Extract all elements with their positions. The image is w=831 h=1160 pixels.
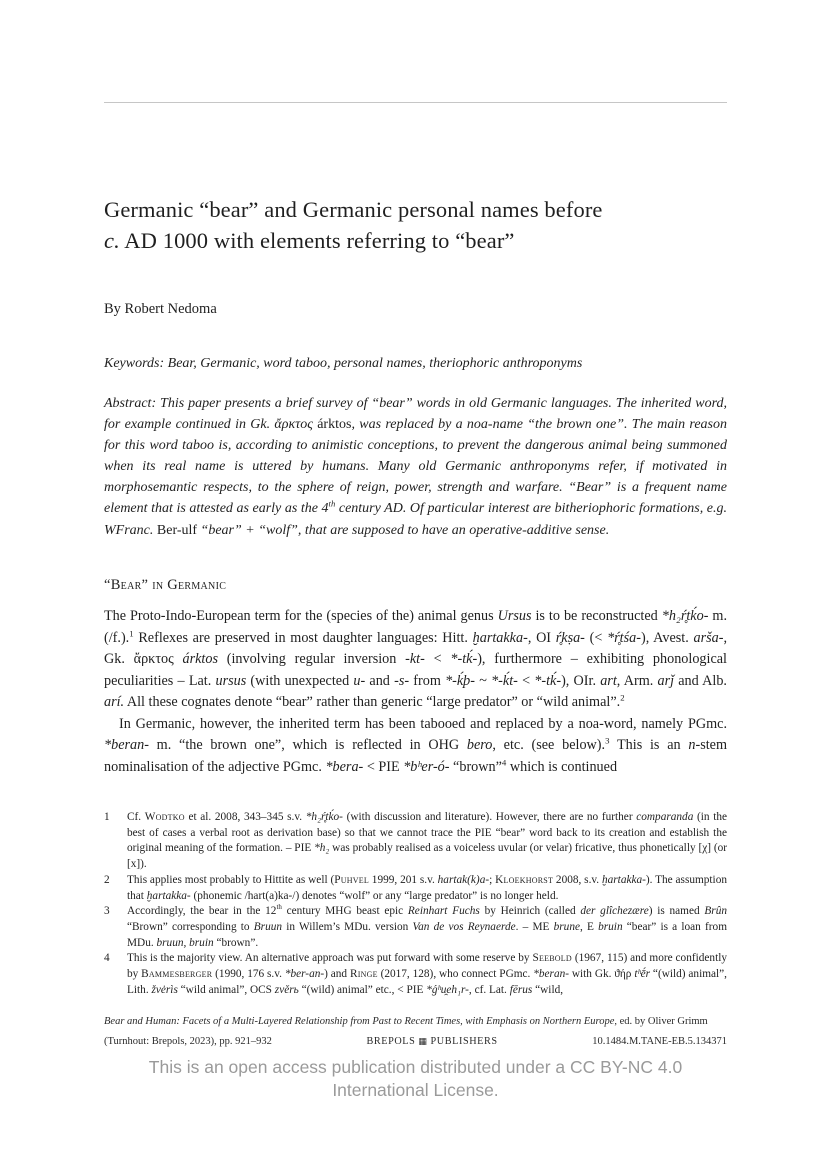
footer-doi: 10.1484.M.TANE-EB.5.134371 [592,1036,727,1047]
footnote-text: Accordingly, the bear in the 12th century MHG beast epic Reinhart Fuchs by Heinrich (called der glîchezære) is named Brûn “Brown” corresponding to Bruun in Willem’s MDu. version Van de vos Reynaerde. – ME brune, E bruin “bear” is a loan from MDu. bruun, bruin “brown”. [127,903,727,949]
publisher-word: PUBLISHERS [430,1036,498,1047]
footnote-number: 4 [104,952,110,965]
page-footer [104,1016,727,1047]
footnote-number: 1 [104,811,110,823]
footer-imprint: (Turnhout: Brepols, 2023), pp. 921–932 [104,1036,272,1047]
footer-imprint-line [104,1036,727,1047]
publisher-name: BREPOLS [366,1036,416,1047]
license-line-1: This is an open access publication distributed under a CC BY-NC 4.0 [148,1057,683,1077]
body-paragraph: The Proto-Indo-European term for the (species of the) animal genus Ursus is to be reconstructed *h₂ŕ̥tḱo- m.(/f.).$^1$ Reflexes are preserved in most daughter languages: Hitt. ḫartakka-, OI ŕ̥kṣa- (< *ŕ̥tśa-), Avest. arša-, Gk. ἄρκτος árktos (involving regular inversion -kt- < *-tḱ-), furthermore – exhibiting phonological peculiarities – Lat. ursus (with unexpected u- and -s- from *-ḱþ- ~ *-ḱt- < *-tḱ-), OIr. art, Arm. arǰ and Alb. arí. All these cognates denote “bear” rather than generic “large predator” or “wild animal”.$^2$ [104,608,727,710]
brepols-mark-icon: ▦ [418,1036,428,1046]
article-title [104,195,727,256]
footnote-list [104,810,727,998]
body-text [104,606,727,778]
footnote-item [104,810,727,873]
byline: By Robert Nedoma [104,301,217,317]
title-line-2: c. AD 1000 with elements referring to “bear” [104,227,515,253]
license-line-2: International License. [332,1080,499,1100]
footer-volume-line: Bear and Human: Facets of a Multi-Layered Relationship from Past to Recent Times, with Emphasis on Northern Europe, ed. by Oliver Grimm [104,1016,708,1027]
footnote-item [104,904,727,951]
body-paragraph: In Germanic, however, the inherited term has been tabooed and replaced by a noa-word, namely PGmc. *beran- m. “the brown one”, which is reflected in OHG bero, etc. (see below).$^3$ This is an n-stem nominalisation of the adjective PGmc. *bera- < PIE *bʰer-ó- “brown”$^4$ which is continued [104,715,727,775]
footnote-item [104,873,727,904]
keywords-line: Keywords: Bear, Germanic, word taboo, personal names, theriophoric anthroponyms [104,356,583,371]
footnote-item [104,951,727,998]
publisher-brand [366,1036,497,1047]
header-rule [104,102,727,103]
license-notice [0,1056,831,1102]
abstract: Abstract: This paper presents a brief survey of “bear” words in old Germanic languages. The inherited word, for example continued in Gk. ἄρκτος árktos, was replaced by a noa-name “the brown one”. The main reason for this word taboo is, according to animistic conceptions, to prevent the dangerous animal being summoned when its real name is uttered by humans. Many old Germanic anthroponyms refer, if motivated in morphosemantic respects, to the sphere of reign, power, strength and warfare. “Bear” is a frequent name element that is attested as early as the 4th century AD. Of particular interest are bitheriophoric formations, e.g. WFranc. Ber-ulf “bear” + “wolf”, that are supposed to have an operative-additive sense. [104,396,727,538]
title-line-1: Germanic “bear” and Germanic personal names before [104,197,603,222]
footnote-number: 2 [104,873,110,886]
footnote-text: This is the majority view. An alternative approach was put forward with some reserve by Seebold (1967, 115) and more confidently by Bammesberger (1990, 176 s.v. *ber-an-) and Ringe (2017, 128), who connect PGmc. *beran- with Gk. ϑήρ tʰḗr “(wild) animal”, Lith. žvėrìs “wild animal”, OCS zvěrь “(wild) animal” etc., < PIE *ǵʰu̯eh₁r-, cf. Lat. fērus “wild, [127,952,727,996]
footnote-number: 3 [104,905,110,918]
footnote-text: Cf. Wodtko et al. 2008, 343–345 s.v. *h₂ŕ̥tḱo- (with discussion and literature). However, there are no further comparanda (in the best of cases a verbal root as derivation base) so that we cannot trace the PIE “bear” word back to its creation and establish the original meaning of the formation. – PIE *h₂ was probably realised as a voiceless uvular (or velar) fricative, thus phonetically [χ] (or [x]). [127,811,728,871]
footnote-text: This applies most probably to Hittite as well (Puhvel 1999, 201 s.v. hartak(k)a-; Kloekhorst 2008, s.v. ḫartakka-). The assumption that ḫartakka- (phonemic /hart(a)ka-/) denotes “wolf” or any “large predator” is no longer held. [127,873,727,902]
section-heading: “Bear” in Germanic [104,577,227,593]
